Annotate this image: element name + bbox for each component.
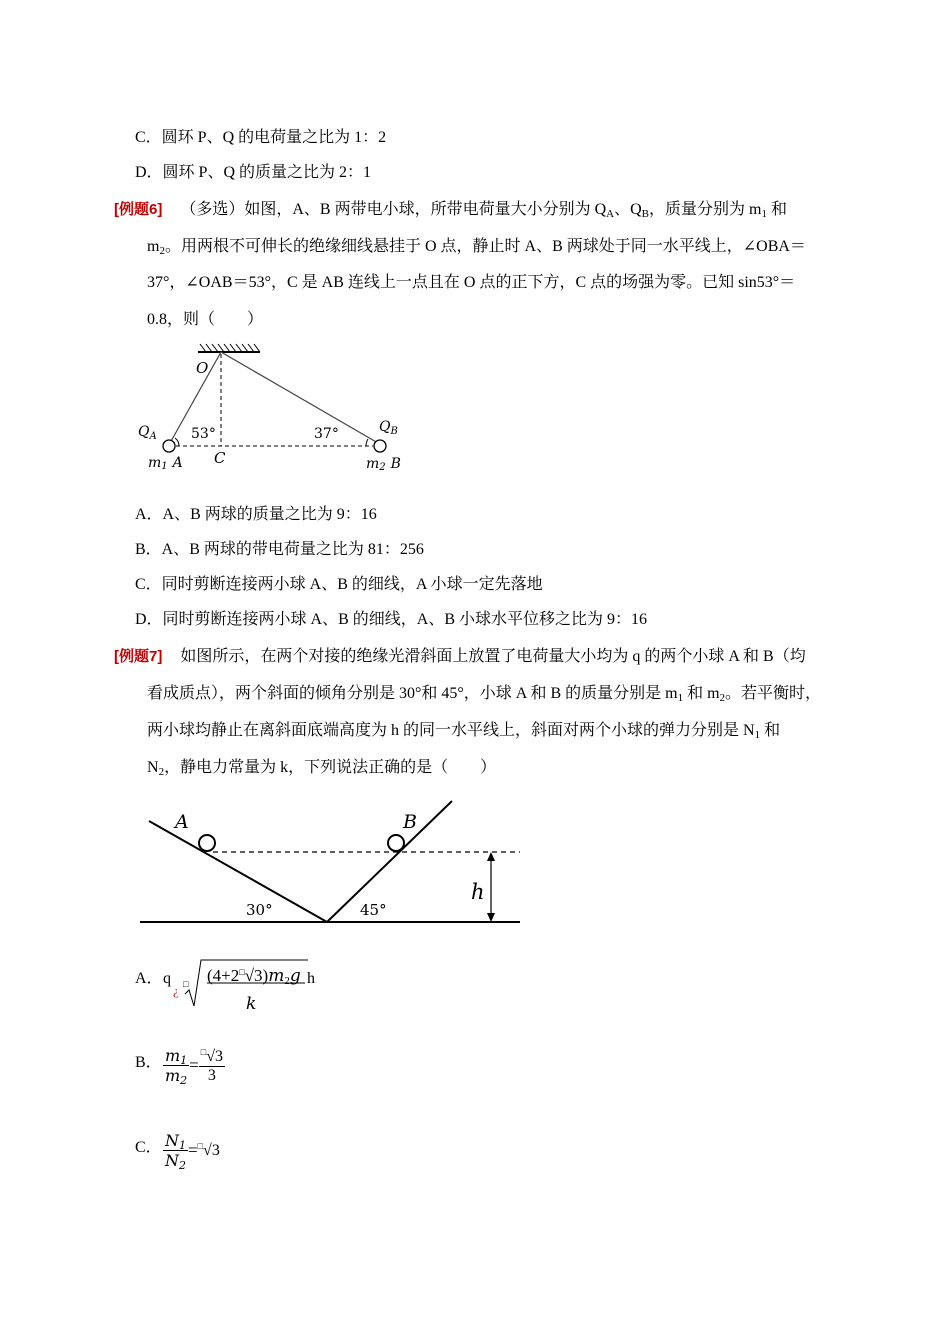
example7-line1 <box>114 647 806 667</box>
sub-n1: 1 <box>754 729 761 741</box>
example7-option-a-label: A． <box>135 970 163 987</box>
example7-option-b-formula <box>163 1046 225 1085</box>
example7-text2c: 。若平衡时， <box>725 685 822 702</box>
example7-option-c-label: C． <box>135 1139 162 1156</box>
formula-b-left-frac <box>163 1046 189 1085</box>
ball-b-7 <box>388 835 404 851</box>
ceiling-hatch <box>200 344 260 352</box>
label-b-7: B <box>403 811 417 833</box>
formula-a-h: h <box>307 970 315 987</box>
label-o: O <box>196 359 209 377</box>
sub-m1-7: 1 <box>677 692 684 704</box>
example7-figure <box>135 795 530 935</box>
text-m2: m <box>147 238 160 255</box>
example7-text4: ，静电力常量为 k，下列说法正确的是（ ） <box>164 759 497 776</box>
example7-option-b-label: B． <box>135 1054 162 1071</box>
num-m: m <box>268 966 285 986</box>
num-m-sub: 2 <box>284 975 290 987</box>
example7-text3b: 和 <box>760 722 781 739</box>
label-45: 45° <box>360 901 387 919</box>
label-qb: $Q_B$ <box>379 419 398 437</box>
h-arrow-top <box>487 852 495 861</box>
ball-a <box>163 440 175 452</box>
text-m1: ，质量分别为 m <box>649 201 762 218</box>
arc-a <box>175 438 179 446</box>
text-n2: N <box>147 759 159 776</box>
sub-qa: A <box>606 208 615 220</box>
formula-b-3: 3 <box>207 1066 216 1084</box>
formula-a-box: □ <box>183 979 189 989</box>
sub-n2: 2 <box>158 766 165 778</box>
example7-line3 <box>147 721 780 741</box>
example7-line4 <box>147 758 496 778</box>
formula-a-garbled: ¿ <box>173 983 179 998</box>
example6-figure <box>130 340 430 480</box>
formula-a-denominator: k <box>246 994 257 1014</box>
formula-a-numerator <box>207 962 301 986</box>
example6-option-b: B．A、B 两球的带电荷量之比为 81：256 <box>135 541 424 558</box>
label-m2b: m2 B <box>366 456 401 473</box>
sub-m2-7: 2 <box>719 692 726 704</box>
formula-b-den: $m_2$ <box>165 1066 188 1087</box>
option-c-prev: C．圆环 P、Q 的电荷量之比为 1：2 <box>135 129 387 146</box>
example7-text1: 如图所示，在两个对接的绝缘光滑斜面上放置了电荷量大小均为 q 的两个小球 A 和 B（均 <box>180 648 806 665</box>
formula-c-root: □√3 <box>197 1141 220 1159</box>
label-30: 30° <box>246 901 273 919</box>
ball-b <box>374 440 386 452</box>
sub-m1: 1 <box>761 208 767 220</box>
label-qa: $Q_A$ <box>138 424 157 442</box>
example6-option-a: A．A、B 两球的质量之比为 9：16 <box>135 506 377 523</box>
text-qb: 、Q <box>614 201 642 218</box>
formula-b-eq: = <box>189 1055 199 1075</box>
formula-b-right-frac <box>199 1047 225 1085</box>
label-angle-a: 53° <box>191 426 216 442</box>
example7-text2a: 看成质点），两个斜面的倾角分别是 30°和 45°，小球 A 和 B 的质量分别是 m <box>147 685 678 702</box>
string-ob <box>221 352 378 443</box>
formula-c-den: $N_2$ <box>165 1151 186 1172</box>
label-h: h <box>471 880 485 904</box>
label-angle-b: 37° <box>314 426 339 442</box>
example7-option-c-formula <box>163 1131 220 1170</box>
formula-b-root: □√3 <box>200 1046 223 1065</box>
example6-line1 <box>114 200 787 220</box>
example7-text2b: 和 m <box>683 685 720 702</box>
label-a-7: A <box>175 811 189 833</box>
incline-right <box>327 801 452 922</box>
example6-text2: 。用两根不可伸长的绝缘细线悬挂于 O 点，静止时 A、B 两球处于同一水平线上，∠OBA＝ <box>164 238 806 255</box>
sub-m2: 2 <box>159 245 165 257</box>
example7-tag: [例题7] <box>114 648 163 665</box>
label-m1a: m1 A <box>148 455 183 472</box>
formula-c-eq: = <box>188 1140 198 1160</box>
ball-a-7 <box>199 835 215 851</box>
label-c: C <box>214 449 226 467</box>
example6-option-c: C．同时剪断连接两小球 A、B 的细线，A 小球一定先落地 <box>135 576 543 593</box>
text-he: 和 <box>766 201 787 218</box>
formula-c-num: $N_1$ <box>165 1131 186 1152</box>
sub-qb: B <box>641 208 649 220</box>
incline-left <box>149 821 327 922</box>
option-d-prev: D．圆环 P、Q 的质量之比为 2：1 <box>135 164 372 181</box>
example6-line3: 37°，∠OAB＝53°，C 是 AB 连线上一点且在 O 点的正下方，C 点的场强为零。已知 sin53°＝ <box>147 274 796 291</box>
formula-b-num: $m_1$ <box>165 1046 188 1067</box>
example6-text1: （多选）如图，A、B 两带电小球，所带电荷量大小分别为 Q <box>180 201 607 218</box>
h-arrow-bottom <box>487 913 495 922</box>
formula-a-q: q <box>163 970 171 987</box>
num-open: (4+2 <box>207 966 240 985</box>
num-box: □ <box>239 967 245 977</box>
example7-text3a: 两小球均静止在离斜面底端高度为 h 的同一水平线上，斜面对两个小球的弹力分别是 N <box>147 722 755 739</box>
num-g: g <box>289 966 301 986</box>
formula-c-frac <box>163 1131 188 1170</box>
example7-line2 <box>147 684 821 704</box>
num-root3: √3) <box>244 966 269 985</box>
example6-line4: 0.8，则（ ） <box>147 311 264 328</box>
example6-option-d: D．同时剪断连接两小球 A、B 的细线，A、B 小球水平位移之比为 9：16 <box>135 611 648 628</box>
example6-line2 <box>147 237 806 257</box>
arc-b <box>366 439 368 446</box>
example6-tag: [例题6] <box>114 201 163 218</box>
